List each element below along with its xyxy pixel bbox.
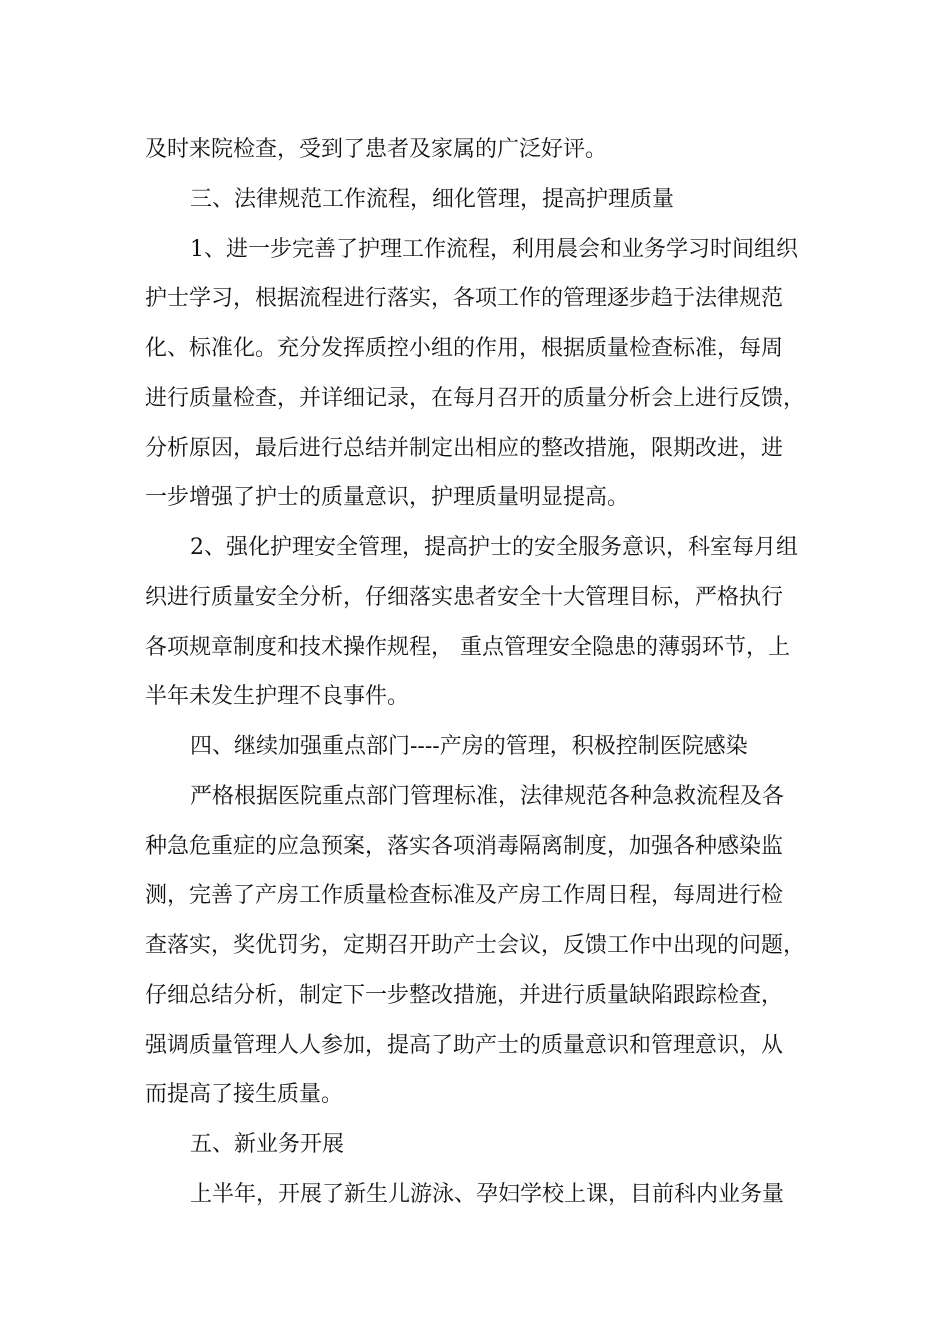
paragraph-line: 2、强化护理安全管理，提高护士的安全服务意识，科室每月组 — [190, 535, 798, 560]
section-heading: 四、继续加强重点部门----产房的管理，积极控制医院感染 — [190, 734, 748, 759]
section-heading: 三、法律规范工作流程，细化管理，提高护理质量 — [190, 187, 675, 212]
paragraph-line: 护士学习，根据流程进行落实，各项工作的管理逐步趋于法律规范 — [145, 286, 784, 311]
section-heading: 五、新业务开展 — [190, 1132, 345, 1157]
paragraph-line: 织进行质量安全分析，仔细落实患者安全十大管理目标，严格执行 — [145, 585, 784, 610]
paragraph-line: 而提高了接生质量。 — [145, 1082, 344, 1107]
paragraph-line: 种急危重症的应急预案，落实各项消毒隔离制度，加强各种感染监 — [145, 834, 784, 859]
paragraph-line: 分析原因，最后进行总结并制定出相应的整改措施，限期改进，进 — [145, 436, 784, 461]
paragraph-line: 查落实，奖优罚劣，定期召开助产士会议，反馈工作中出现的问题， — [145, 933, 806, 958]
paragraph-line: 各项规章制度和技术操作规程， 重点管理安全隐患的薄弱环节，上 — [145, 635, 790, 660]
paragraph-line: 进行质量检查，并详细记录，在每月召开的质量分析会上进行反馈， — [145, 386, 806, 411]
paragraph-line: 测，完善了产房工作质量检查标准及产房工作周日程，每周进行检 — [145, 883, 784, 908]
paragraph-line: 一步增强了护士的质量意识，护理质量明显提高。 — [145, 485, 630, 510]
paragraph-line: 及时来院检查，受到了患者及家属的广泛好评。 — [145, 137, 608, 162]
paragraph-line: 仔细总结分析，制定下一步整改措施，并进行质量缺陷跟踪检查， — [145, 983, 784, 1008]
paragraph-line: 严格根据医院重点部门管理标准，法律规范各种急救流程及各 — [190, 784, 785, 809]
paragraph-line: 半年未发生护理不良事件。 — [145, 684, 410, 709]
paragraph-line: 化、标准化。充分发挥质控小组的作用，根据质量检查标准，每周 — [145, 336, 784, 361]
paragraph-line: 1、进一步完善了护理工作流程，利用晨会和业务学习时间组织 — [190, 237, 798, 262]
paragraph-line: 上半年，开展了新生儿游泳、孕妇学校上课，目前科内业务量 — [190, 1182, 785, 1207]
paragraph-line: 强调质量管理人人参加，提高了助产士的质量意识和管理意识，从 — [145, 1033, 784, 1058]
